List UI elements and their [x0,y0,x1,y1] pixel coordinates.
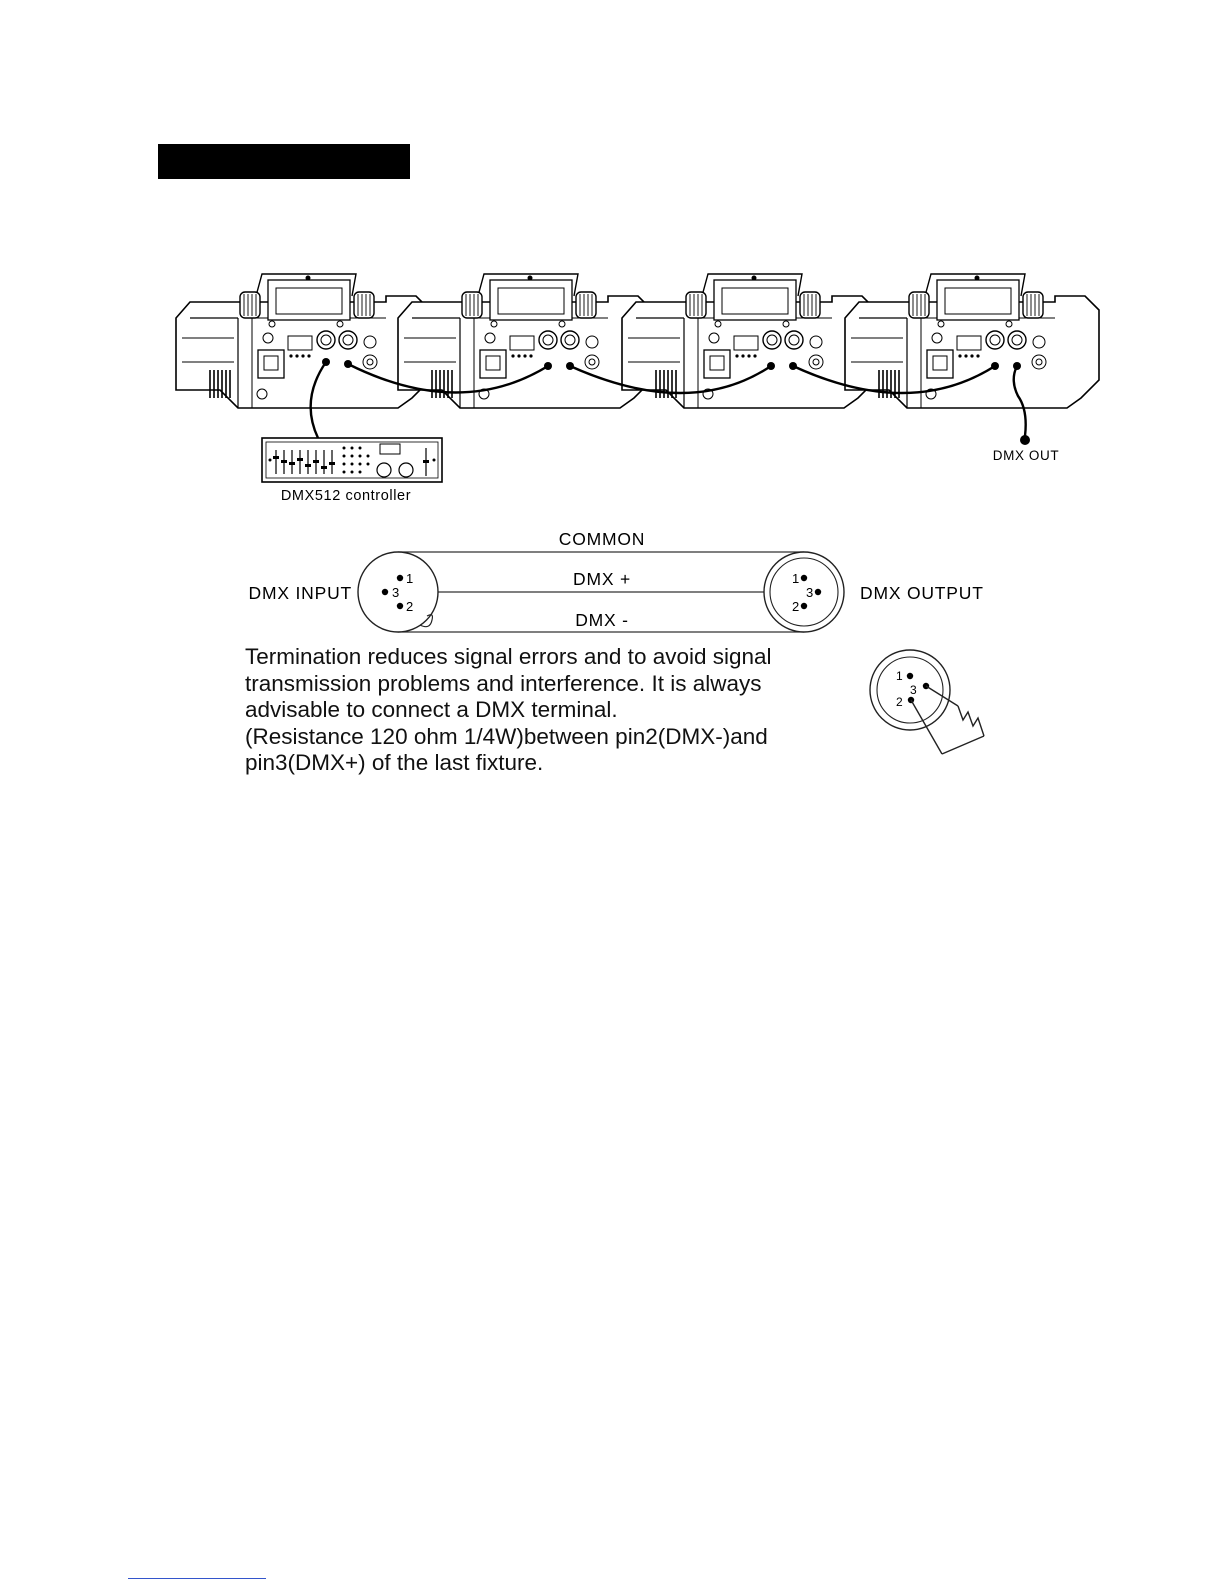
footer-rule [128,1578,266,1579]
fixture-3 [622,274,876,408]
fixture-2 [398,274,652,408]
note-line-2: transmission problems and interference. It is always [245,670,762,696]
controller-label: DMX512 controller [280,488,412,504]
common-label: COMMON [558,529,646,549]
input-pin-2: 2 [406,599,414,614]
note-line-1: Termination reduces signal errors and to avoid signal [245,644,772,669]
dmx-output-connector [764,552,844,632]
terminator-pin-2: 2 [896,695,903,709]
note-line-5: pin3(DMX+) of the last fixture. [245,750,544,775]
output-pin-2: 2 [792,599,800,614]
fixture-4 [845,274,1099,408]
input-pin-3: 3 [392,585,400,600]
dmx512-controller [262,438,442,482]
dmx-output-label: DMX OUTPUT [860,583,984,603]
output-pin-1: 1 [792,571,800,586]
dmx-cable-schematic [249,529,984,632]
note-line-4: (Resistance 120 ohm 1/4W)between pin2(DMX-)and [245,723,768,749]
dmx-terminator-plug [870,650,984,754]
input-pin-1: 1 [406,571,414,586]
dmx-minus-label: DMX - [575,610,629,630]
fixture-1 [176,274,430,408]
dmx-out-plug-dot [1020,435,1030,445]
note-line-3: advisable to connect a DMX terminal. [245,697,618,722]
termination-note [245,644,885,777]
terminator-pin-1: 1 [896,669,903,683]
dmx-out-label: DMX OUT [992,448,1060,463]
dmx-plus-label: DMX + [573,569,631,589]
dmx-input-label: DMX INPUT [248,583,352,603]
terminator-pin-3: 3 [910,683,917,697]
dmx-input-connector [358,552,438,632]
output-pin-3: 3 [806,585,814,600]
